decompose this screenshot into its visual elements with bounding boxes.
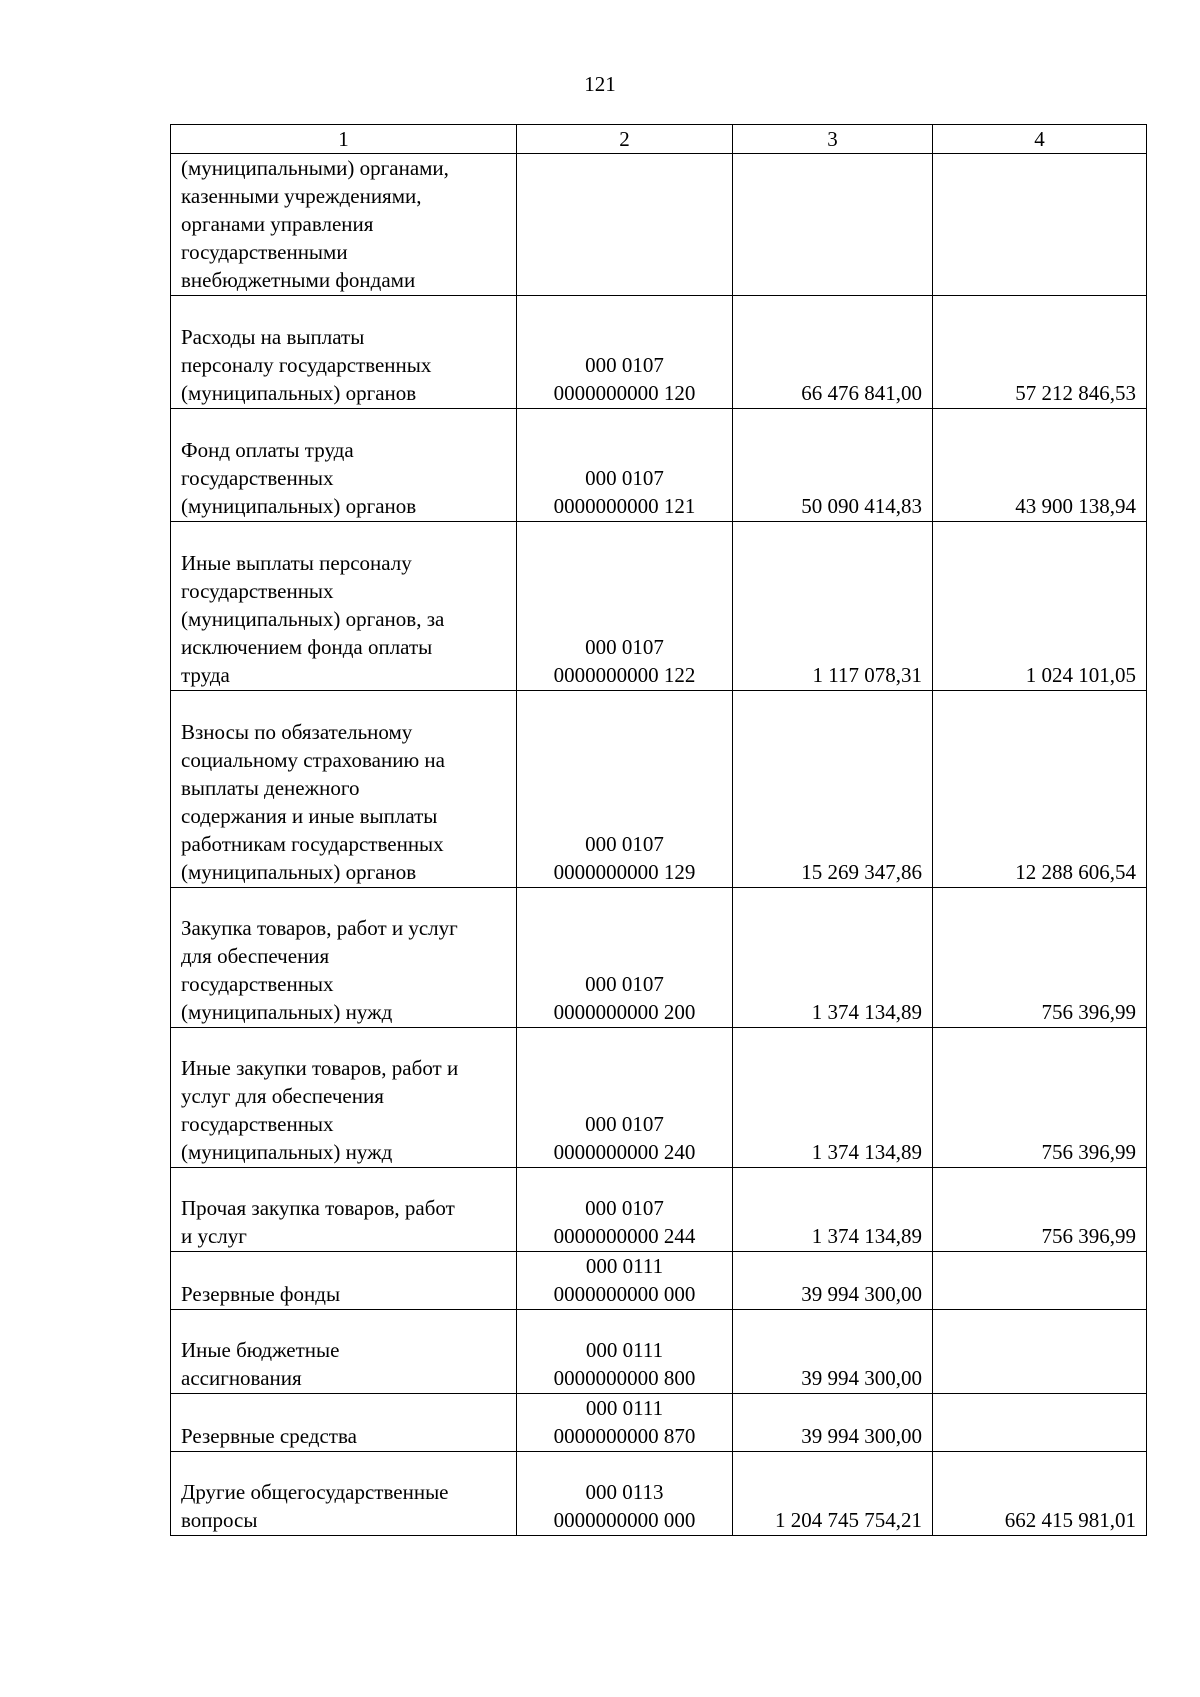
- row-value-col3: 39 994 300,00: [801, 1424, 922, 1448]
- row-name: Другие общегосударственные вопросы: [181, 1480, 449, 1532]
- row-code: 000 0107 0000000000 120: [553, 353, 696, 405]
- row-value-col4: 756 396,99: [1041, 1000, 1136, 1024]
- row-name: Резервные средства: [181, 1424, 357, 1448]
- row-code: 000 0113 0000000000 000: [553, 1480, 696, 1532]
- row-name: Прочая закупка товаров, работ и услуг: [181, 1196, 455, 1248]
- table-row: [171, 1452, 1147, 1536]
- column-header-2: 2: [517, 125, 733, 154]
- row-value-col4: 57 212 846,53: [1015, 381, 1136, 405]
- page-number: 121: [584, 72, 616, 96]
- row-name: (муниципальными) органами, казенными учреждениями, органами управления государственными внебюджетными фондами: [181, 156, 449, 292]
- row-value-col4: 662 415 981,01: [1004, 1508, 1136, 1532]
- table-row: [171, 522, 1147, 691]
- row-value-col3: 1 204 745 754,21: [775, 1508, 922, 1532]
- row-code: 000 0107 0000000000 240: [553, 1112, 696, 1164]
- table-header-row: [171, 125, 1147, 154]
- table-row: [171, 691, 1147, 888]
- row-code: 000 0107 0000000000 122: [553, 635, 696, 687]
- table-row: [171, 888, 1147, 1028]
- row-name: Резервные фонды: [181, 1282, 341, 1306]
- row-value-col3: 1 374 134,89: [811, 1224, 922, 1248]
- row-value-col3: 1 117 078,31: [812, 663, 922, 687]
- table-row: [171, 154, 1147, 296]
- row-name: Иные выплаты персоналу государственных (муниципальных) органов, за исключением фонда оплаты труда: [181, 551, 445, 687]
- column-header-4: 4: [933, 125, 1147, 154]
- row-value-col3: 39 994 300,00: [801, 1282, 922, 1306]
- column-header-3: 3: [733, 125, 933, 154]
- row-value-col4: 1 024 101,05: [1025, 663, 1136, 687]
- row-value-col3: 1 374 134,89: [811, 1140, 922, 1164]
- row-value-col3: 39 994 300,00: [801, 1366, 922, 1390]
- row-code: 000 0111 0000000000 800: [553, 1338, 696, 1390]
- row-value-col4: 43 900 138,94: [1015, 494, 1136, 518]
- table-row: [171, 1394, 1147, 1452]
- row-name: Взносы по обязательному социальному страхованию на выплаты денежного содержания и иные выплаты работникам государственных (муниципальных) органов: [181, 720, 445, 884]
- table-row: [171, 409, 1147, 522]
- row-value-col4: 756 396,99: [1041, 1224, 1136, 1248]
- row-value-col4: 756 396,99: [1041, 1140, 1136, 1164]
- row-code: 000 0107 0000000000 200: [553, 972, 696, 1024]
- table-row: [171, 1310, 1147, 1394]
- row-name: Иные бюджетные ассигнования: [181, 1338, 340, 1390]
- row-value-col3: 50 090 414,83: [801, 494, 922, 518]
- row-code: 000 0107 0000000000 129: [553, 832, 696, 884]
- row-code: 000 0111 0000000000 000: [553, 1254, 696, 1306]
- table-row: [171, 1028, 1147, 1168]
- row-name: Закупка товаров, работ и услуг для обеспечения государственных (муниципальных) нужд: [181, 916, 458, 1024]
- row-value-col3: 1 374 134,89: [811, 1000, 922, 1024]
- table-row: [171, 296, 1147, 409]
- row-name: Фонд оплаты труда государственных (муниципальных) органов: [181, 438, 417, 518]
- row-code: 000 0111 0000000000 870: [553, 1396, 696, 1448]
- budget-table: [170, 124, 1147, 1536]
- table-row: [171, 1252, 1147, 1310]
- row-value-col3: 15 269 347,86: [801, 860, 922, 884]
- row-code: 000 0107 0000000000 121: [553, 466, 696, 518]
- row-name: Иные закупки товаров, работ и услуг для обеспечения государственных (муниципальных) нужд: [181, 1056, 459, 1164]
- row-value-col3: 66 476 841,00: [801, 381, 922, 405]
- row-value-col4: 12 288 606,54: [1015, 860, 1136, 884]
- table-row: [171, 1168, 1147, 1252]
- row-code: 000 0107 0000000000 244: [553, 1196, 696, 1248]
- row-name: Расходы на выплаты персоналу государственных (муниципальных) органов: [181, 325, 432, 405]
- column-header-1: 1: [171, 125, 517, 154]
